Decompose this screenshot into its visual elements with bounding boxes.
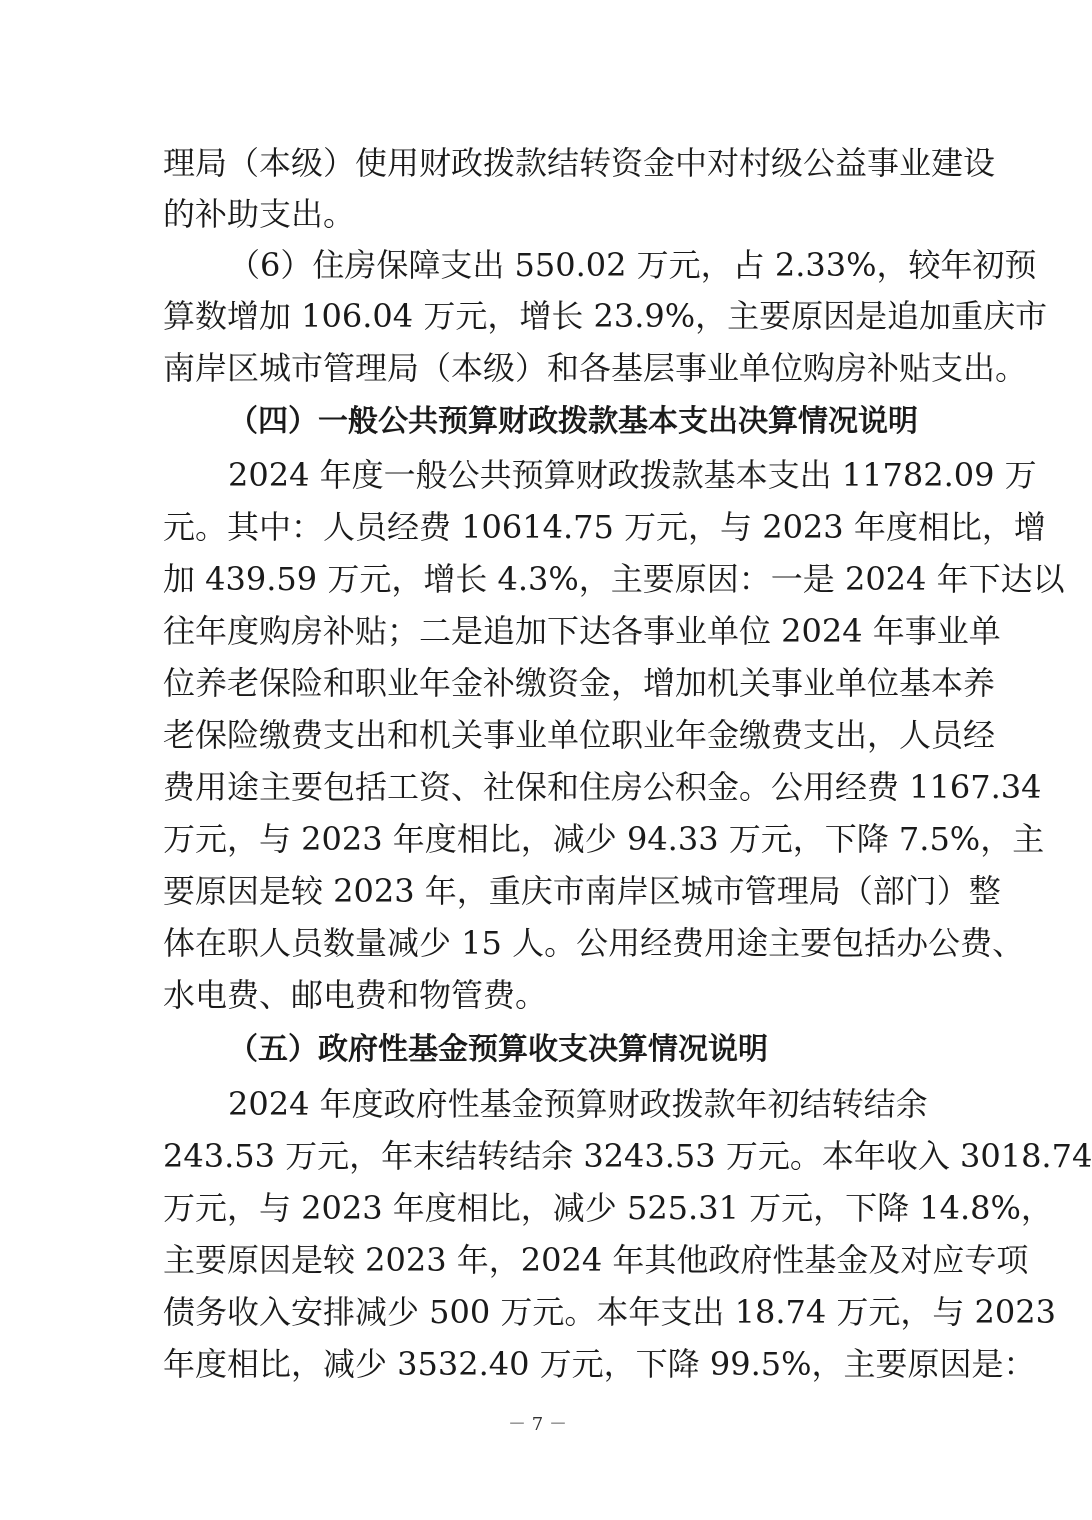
paragraph-line: 算数增加 106.04 万元，增长 23.9%，主要原因是追加重庆市	[163, 297, 1048, 335]
paragraph-line: 年度相比，减少 3532.40 万元，下降 99.5%，主要原因是：	[163, 1345, 1036, 1383]
paragraph-line: 243.53 万元，年末结转结余 3243.53 万元。本年收入 3018.74	[163, 1137, 1092, 1175]
paragraph-line: 主要原因是较 2023 年，2024 年其他政府性基金及对应专项	[163, 1241, 1029, 1279]
paragraph-line: 位养老保险和职业年金补缴资金，增加机关事业单位基本养	[163, 664, 996, 702]
paragraph-line: 南岸区城市管理局（本级）和各基层事业单位购房补贴支出。	[163, 349, 1028, 387]
paragraph-line: 费用途主要包括工资、社保和住房公积金。公用经费 1167.34	[163, 768, 1042, 806]
paragraph-line: 债务收入安排减少 500 万元。本年支出 18.74 万元，与 2023	[163, 1293, 1056, 1331]
paragraph-line: 元。其中：人员经费 10614.75 万元，与 2023 年度相比，增	[163, 508, 1046, 546]
paragraph-line: 2024 年度一般公共预算财政拨款基本支出 11782.09 万	[228, 456, 1037, 494]
section-heading: （四）一般公共预算财政拨款基本支出决算情况说明	[228, 404, 918, 439]
paragraph-line: 的补助支出。	[163, 195, 356, 233]
paragraph-line: 2024 年度政府性基金预算财政拨款年初结转结余	[228, 1085, 928, 1123]
paragraph-line: 往年度购房补贴；二是追加下达各事业单位 2024 年事业单	[163, 612, 1001, 650]
page-number: － 7 －	[508, 1414, 567, 1435]
paragraph-line: （6）住房保障支出 550.02 万元，占 2.33%，较年初预	[228, 246, 1037, 284]
paragraph-line: 水电费、邮电费和物管费。	[163, 976, 548, 1014]
paragraph-line: 加 439.59 万元，增长 4.3%，主要原因：一是 2024 年下达以	[163, 560, 1065, 598]
paragraph-line: 万元，与 2023 年度相比，减少 94.33 万元，下降 7.5%，主	[163, 820, 1045, 858]
paragraph-line: 万元，与 2023 年度相比，减少 525.31 万元，下降 14.8%，	[163, 1189, 1053, 1227]
paragraph-line: 要原因是较 2023 年，重庆市南岸区城市管理局（部门）整	[163, 872, 1001, 910]
paragraph-line: 体在职人员数量减少 15 人。公用经费用途主要包括办公费、	[163, 924, 1025, 962]
paragraph-line: 老保险缴费支出和机关事业单位职业年金缴费支出，人员经	[163, 716, 996, 754]
section-heading: （五）政府性基金预算收支决算情况说明	[228, 1032, 768, 1067]
paragraph-line: 理局（本级）使用财政拨款结转资金中对村级公益事业建设	[163, 144, 996, 182]
